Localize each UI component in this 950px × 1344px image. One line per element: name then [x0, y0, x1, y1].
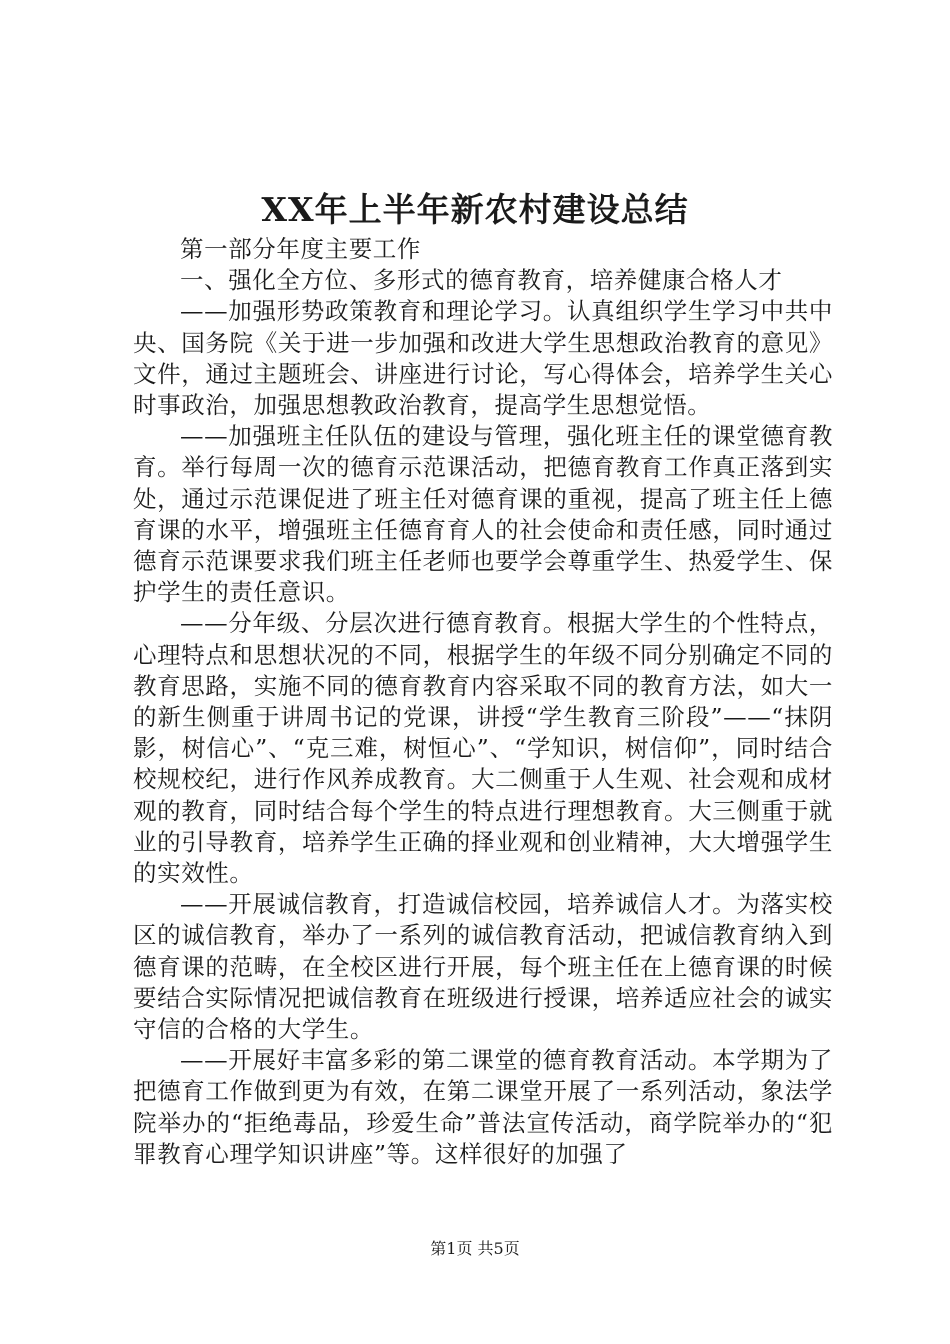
paragraph-head-teacher: ——加强班主任队伍的建设与管理，强化班主任的课堂德育教育。举行每周一次的德育示范课活动，把德育教育工作真正落到实处，通过示范课促进了班主任对德育课的重视，提高了班主任上德育课的水平，增强班主任德育育人的社会使命和责任感，同时通过德育示范课要求我们班主任老师也要学会尊重学生、热爱学生、保护学生的责任意识。 — [133, 422, 833, 607]
section-heading: 第一部分年度主要工作 — [180, 235, 421, 263]
page-footer: 第1页 共5页 — [430, 1239, 520, 1258]
paragraph-grade-levels: ——分年级、分层次进行德育教育。根据大学生的个性特点，心理特点和思想状况的不同，根据学生的年级不同分别确定不同的教育思路，实施不同的德育教育内容采取不同的教育方法，如大一的新生侧重于讲周书记的党课，讲授“学生教育三阶段”——“抹阴影，树信心”、“克三难，树恒心”、“学知识，树信仰”，同时结合校规校纪，进行作风养成教育。大二侧重于人生观、社会观和成材观的教育，同时结合每个学生的特点进行理想教育。大三侧重于就业的引导教育，培养学生正确的择业观和创业精神，大大增强学生的实效性。 — [133, 609, 833, 888]
paragraph-second-classroom: ——开展好丰富多彩的第二课堂的德育教育活动。本学期为了把德育工作做到更为有效，在第二课堂开展了一系列活动，象法学院举办的“拒绝毒品，珍爱生命”普法宣传活动，商学院举办的“犯罪教育心理学知识讲座”等。这样很好的加强了 — [133, 1046, 833, 1168]
subsection-heading: 一、强化全方位、多形式的德育教育，培养健康合格人才 — [180, 266, 783, 295]
paragraph-policy-education: ——加强形势政策教育和理论学习。认真组织学生学习中共中央、国务院《关于进一步加强和改进大学生思想政治教育的意见》文件，通过主题班会、讲座进行讨论，写心得体会，培养学生关心时事政治，加强思想教政治教育，提高学生思想觉悟。 — [133, 297, 833, 420]
document-title: XX年上半年新农村建设总结 — [261, 190, 689, 229]
document-body — [133, 234, 833, 1170]
paragraph-integrity: ——开展诚信教育，打造诚信校园，培养诚信人才。为落实校区的诚信教育，举办了一系列的诚信教育活动，把诚信教育纳入到德育课的范畴，在全校区进行开展，每个班主任在上德育课的时候要结合实际情况把诚信教育在班级进行授课，培养适应社会的诚实守信的合格的大学生。 — [133, 890, 833, 1044]
